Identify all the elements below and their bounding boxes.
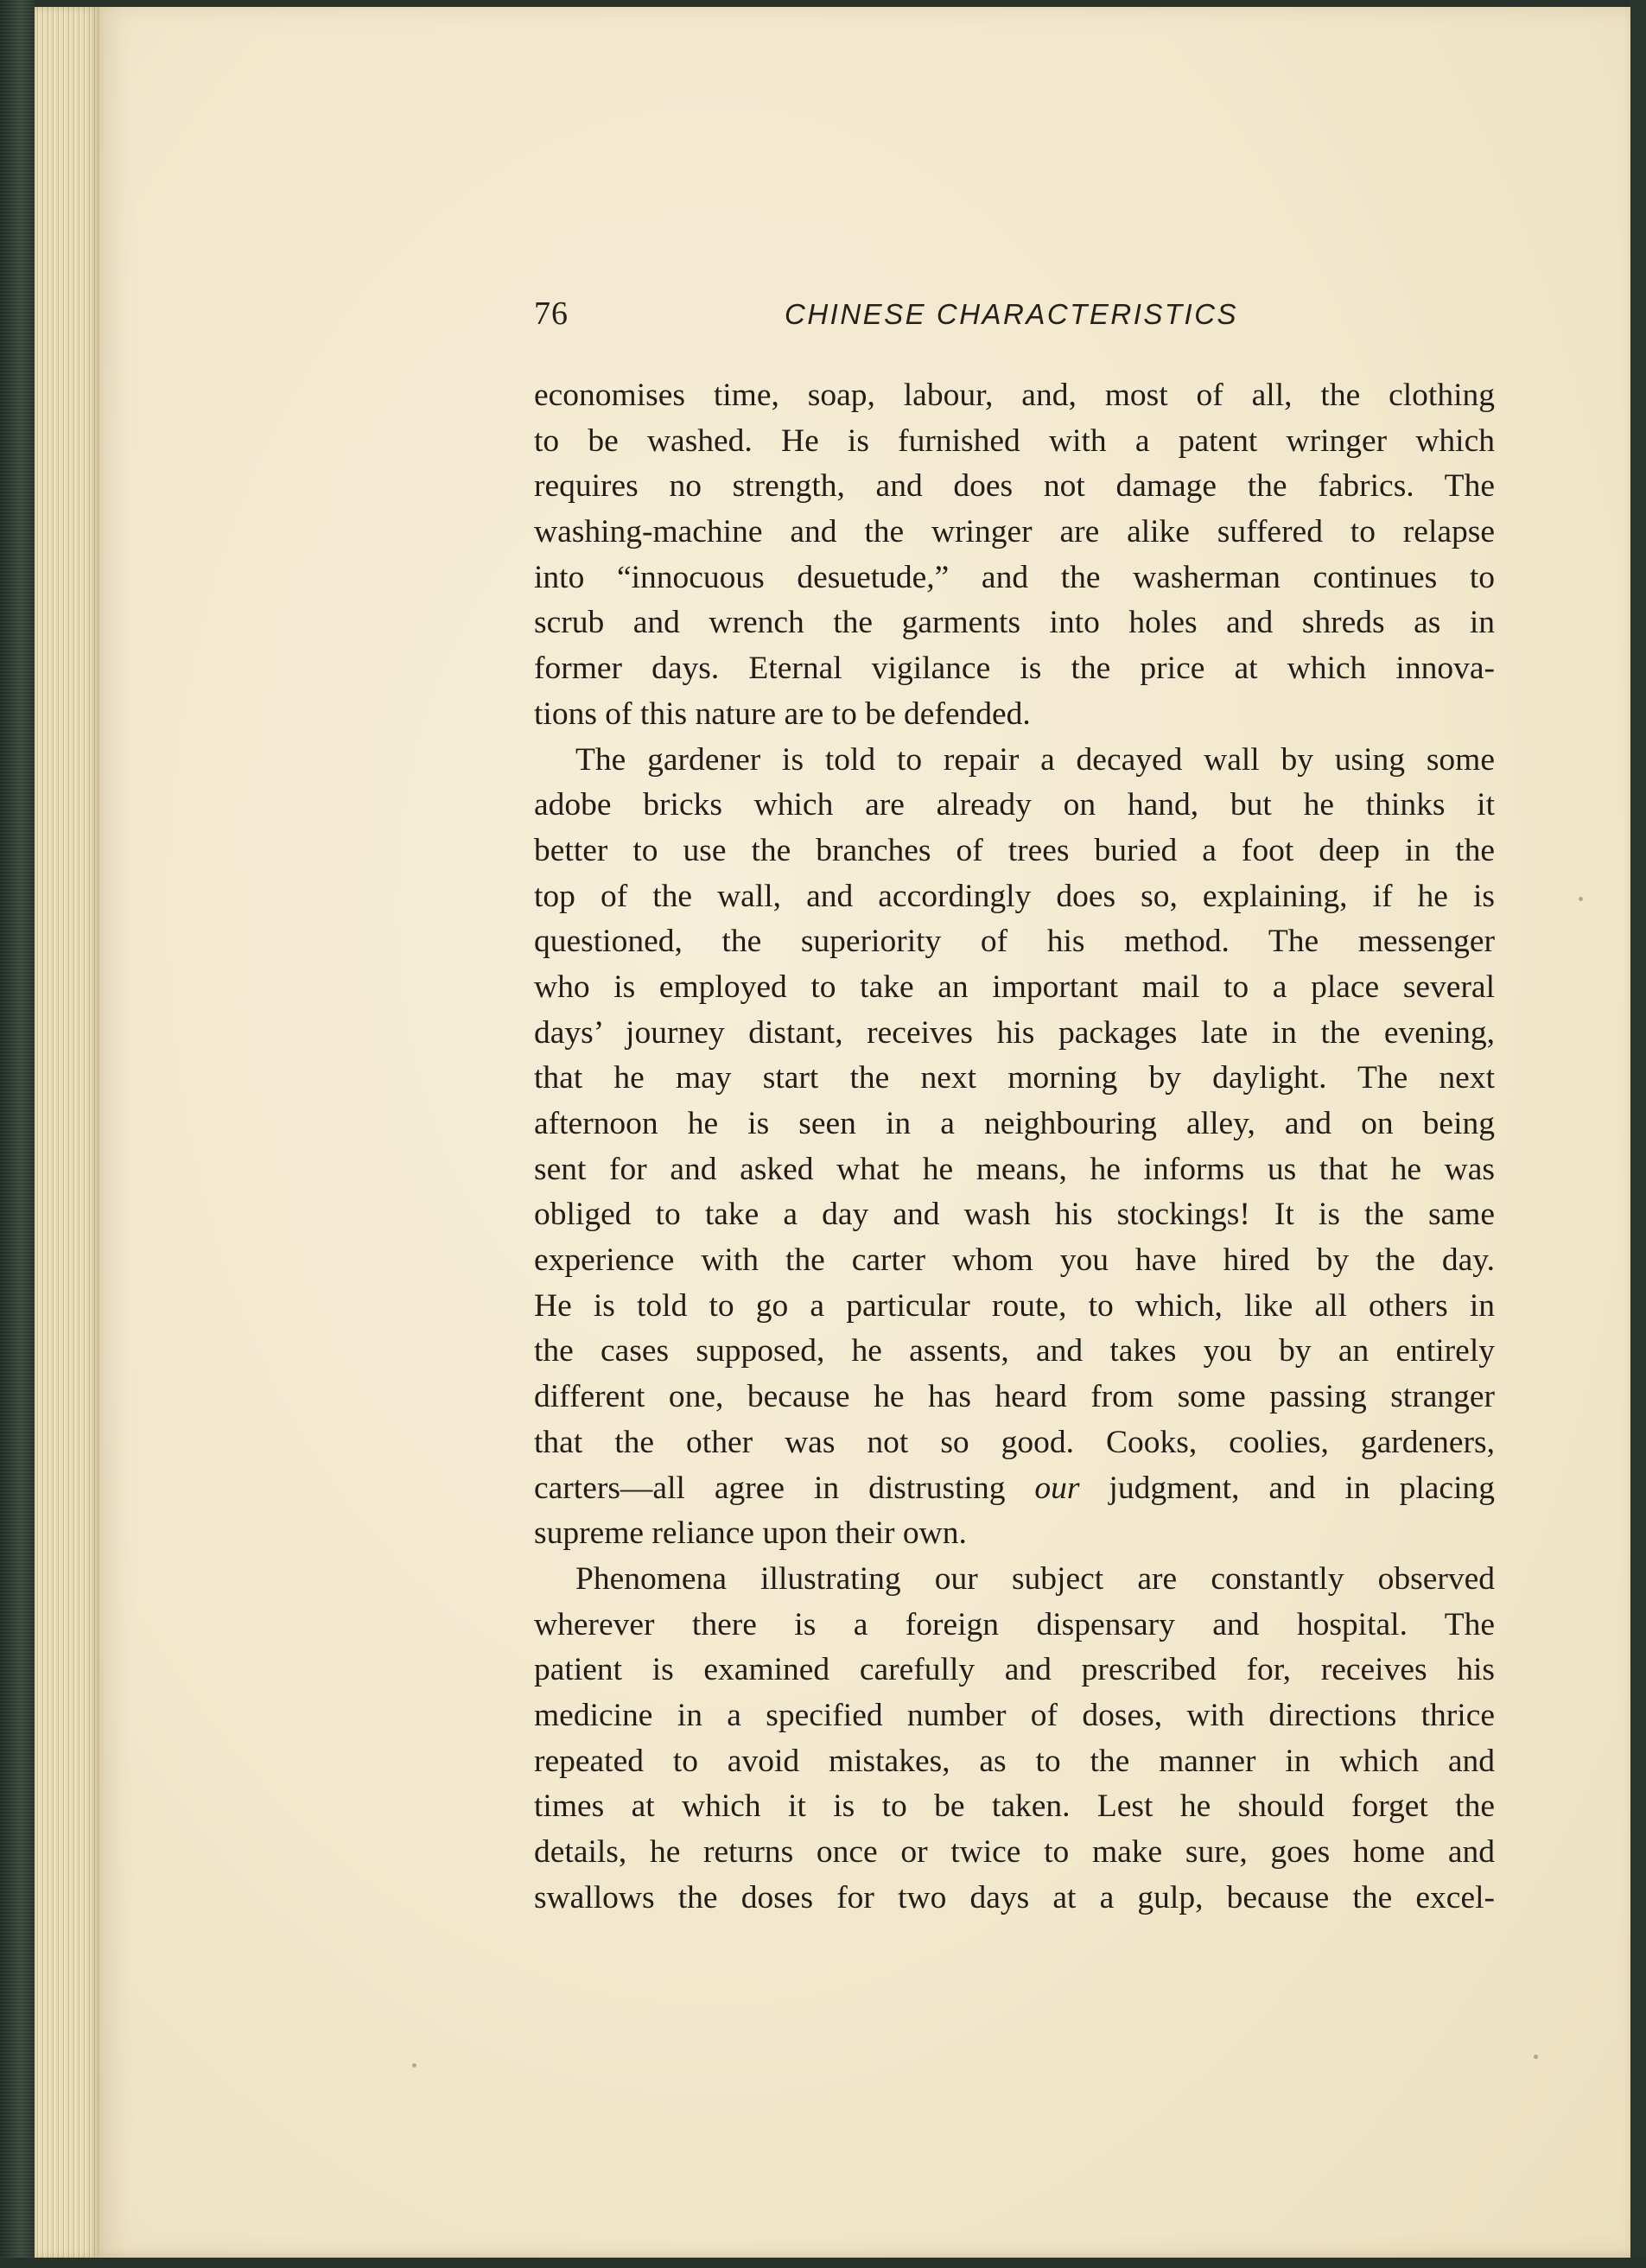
text-line: patient is examined carefully and prescribed for, receives his bbox=[534, 1652, 1495, 1688]
scan-top-border bbox=[0, 0, 1646, 7]
text-line: to be washed. He is furnished with a patent wringer which bbox=[534, 422, 1495, 459]
text-line: top of the wall, and accordingly does so, explaining, if he is bbox=[534, 878, 1495, 914]
text-line: carters—all agree in distrusting our judgment, and in placing bbox=[534, 1470, 1495, 1506]
scan-right-border bbox=[1630, 0, 1646, 2268]
paper-speck bbox=[1534, 2055, 1538, 2059]
text-line: supreme reliance upon their own. bbox=[534, 1515, 967, 1552]
text-line: different one, because he has heard from some passing stranger bbox=[534, 1379, 1495, 1415]
text-line: afternoon he is seen in a neighbouring alley, and on being bbox=[534, 1106, 1495, 1141]
text-line: experience with the carter whom you have hired by the day. bbox=[534, 1242, 1495, 1279]
text-line: better to use the branches of trees buried a foot deep in the bbox=[534, 832, 1495, 868]
text-line: who is employed to take an important mail to a place several bbox=[534, 969, 1495, 1005]
text-line: medicine in a specified number of doses, with directions thrice bbox=[534, 1697, 1495, 1733]
running-title: CHINESE CHARACTERISTICS bbox=[785, 298, 1239, 330]
scan-bottom-border bbox=[0, 2258, 1646, 2268]
text-line: tions of this nature are to be defended. bbox=[534, 696, 1031, 732]
text-line: washing-machine and the wringer are alike suffered to relapse bbox=[534, 514, 1495, 550]
body-text bbox=[534, 373, 1495, 1921]
page-number: 76 bbox=[534, 295, 569, 332]
text-line: The gardener is told to repair a decayed wall by using some bbox=[575, 741, 1495, 778]
paragraph bbox=[534, 373, 1495, 738]
paragraph bbox=[534, 1557, 1495, 1922]
text-line: sent for and asked what he means, he informs us that he was bbox=[534, 1151, 1495, 1187]
text-line: wherever there is a foreign dispensary and hospital. The bbox=[534, 1606, 1495, 1642]
text-line: details, he returns once or twice to make sure, goes home and bbox=[534, 1834, 1495, 1870]
paragraph bbox=[534, 738, 1495, 1557]
book-cover-cloth bbox=[0, 0, 35, 2268]
text-line: questioned, the superiority of his method. The messenger bbox=[534, 924, 1495, 960]
text-line: times at which it is to be taken. Lest he should forget the bbox=[534, 1788, 1495, 1825]
paper-speck bbox=[412, 2063, 416, 2068]
text-line: that the other was not so good. Cooks, coolies, gardeners, bbox=[534, 1424, 1495, 1460]
text-line: into “innocuous desuetude,” and the washerman continues to bbox=[534, 559, 1495, 595]
text-line: adobe bricks which are already on hand, but he thinks it bbox=[534, 787, 1495, 823]
text-line: swallows the doses for two days at a gulp, because the excel- bbox=[534, 1879, 1495, 1915]
text-line: scrub and wrench the garments into holes and shreds as in bbox=[534, 605, 1495, 641]
page-edges bbox=[35, 7, 99, 2258]
text-line: days’ journey distant, receives his packages late in the evening, bbox=[534, 1014, 1495, 1051]
text-line: repeated to avoid mistakes, as to the manner in which and bbox=[534, 1743, 1495, 1779]
text-line: obliged to take a day and wash his stockings! It is the same bbox=[534, 1197, 1495, 1233]
text-line: He is told to go a particular route, to which, like all others in bbox=[534, 1287, 1495, 1324]
text-line: former days. Eternal vigilance is the price at which innova- bbox=[534, 651, 1495, 687]
text-line: the cases supposed, he assents, and takes you by an entirely bbox=[534, 1333, 1495, 1369]
text-line: requires no strength, and does not damage the fabrics. The bbox=[534, 468, 1495, 505]
running-head bbox=[534, 289, 1495, 341]
text-line: economises time, soap, labour, and, most of all, the clothing bbox=[534, 378, 1495, 413]
text-line: that he may start the next morning by daylight. The next bbox=[534, 1060, 1495, 1096]
paper-speck bbox=[1579, 897, 1583, 901]
text-line: Phenomena illustrating our subject are constantly observed bbox=[575, 1560, 1495, 1597]
